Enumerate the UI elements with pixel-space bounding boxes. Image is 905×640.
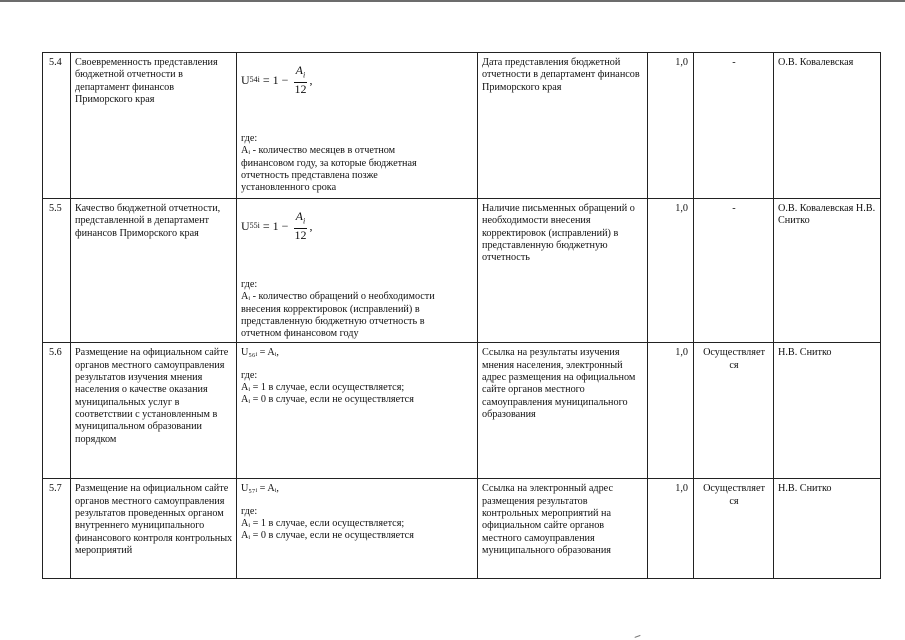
formula-numerator: A bbox=[295, 209, 303, 224]
scan-top-edge bbox=[0, 0, 905, 2]
row-number: 5.4 bbox=[43, 53, 71, 199]
formula-cell bbox=[237, 343, 478, 479]
formula-numerator-sub: i bbox=[303, 70, 306, 80]
row-number: 5.6 bbox=[43, 343, 71, 479]
formula-cell bbox=[237, 53, 478, 199]
formula-text: U₅₆ᵢ = Aᵢ, bbox=[241, 347, 279, 359]
row-number: 5.7 bbox=[43, 479, 71, 579]
definition-line: Aᵢ = 1 в случае, если осуществляется; bbox=[241, 382, 405, 394]
formula-tail: , bbox=[309, 218, 313, 233]
indicator-name: Качество бюджетной отчетности, представленной в департамент финансов Приморского края bbox=[71, 199, 237, 343]
formula-numerator-sub: i bbox=[303, 216, 306, 226]
formula-numerator: A bbox=[295, 63, 303, 78]
where-label: где: bbox=[241, 279, 258, 290]
formula-text: U₅₇ᵢ = Aᵢ, bbox=[241, 483, 279, 495]
note-value: - bbox=[694, 53, 774, 199]
formula-fraction bbox=[292, 64, 308, 95]
definition-line: представленную бюджетную отчетность в bbox=[241, 315, 425, 327]
definition-line: установленного срока bbox=[241, 182, 337, 194]
formula-lhs-sub: 55i bbox=[249, 220, 260, 230]
definition-line: отчетном финансовом году bbox=[241, 328, 359, 340]
note-value: - bbox=[694, 199, 774, 343]
weight-value: 1,0 bbox=[648, 53, 694, 199]
data-source: Ссылка на электронный адрес размещения результатов контрольных мероприятий на официальном сайте органов местного самоуправления муниципального образования bbox=[478, 479, 648, 579]
definition-line: Aᵢ - количество обращений о необходимости bbox=[241, 291, 435, 303]
where-label: где: bbox=[241, 369, 258, 381]
note-value: Осуществляет ся bbox=[694, 343, 774, 479]
data-source: Наличие письменных обращений о необходимости внесения корректировок (исправлений) в представленную бюджетную отчетность bbox=[478, 199, 648, 343]
responsible-person: Н.В. Снитко bbox=[774, 343, 881, 479]
formula-cell bbox=[237, 479, 478, 579]
definition-line: отчетность представлена позже bbox=[241, 169, 378, 181]
data-source: Дата представления бюджетной отчетности в департамент финансов Приморского края bbox=[478, 53, 648, 199]
where-label: где: bbox=[241, 133, 258, 144]
table-row bbox=[43, 343, 881, 479]
formula-lhs: U bbox=[241, 72, 250, 87]
table-row bbox=[43, 479, 881, 579]
note-value: Осуществляет ся bbox=[694, 479, 774, 579]
indicator-name: Своевременность представления бюджетной отчетности в департамент финансов Приморского края bbox=[71, 53, 237, 199]
definition-line: Aᵢ = 1 в случае, если осуществляется; bbox=[241, 518, 405, 530]
formula-denominator: 12 bbox=[294, 81, 307, 96]
definition-line: Aᵢ = 0 в случае, если не осуществляется bbox=[241, 394, 414, 406]
table-row bbox=[43, 53, 881, 199]
definition-line: Aᵢ - количество месяцев в отчетном bbox=[241, 145, 396, 157]
row-number: 5.5 bbox=[43, 199, 71, 343]
weight-value: 1,0 bbox=[648, 343, 694, 479]
formula-tail: , bbox=[309, 72, 313, 87]
formula-cell bbox=[237, 199, 478, 343]
formula-eq: = 1 − bbox=[262, 218, 289, 233]
formula bbox=[241, 63, 474, 97]
indicators-table bbox=[42, 52, 881, 579]
indicator-name: Размещение на официальном сайте органов местного самоуправления результатов проведенных органом внутреннего муниципального финансового контроля контрольных мероприятий bbox=[71, 479, 237, 579]
formula-fraction bbox=[292, 210, 308, 241]
definition-line: Aᵢ = 0 в случае, если не осуществляется bbox=[241, 530, 414, 542]
weight-value: 1,0 bbox=[648, 199, 694, 343]
table-row bbox=[43, 199, 881, 343]
data-source: Ссылка на результаты изучения мнения населения, электронный адрес размещения на официальном сайте органов местного самоуправления муниципального образования bbox=[478, 343, 648, 479]
definition-line: финансовом году, за которые бюджетная bbox=[241, 157, 417, 169]
formula-eq: = 1 − bbox=[262, 72, 289, 87]
definition-line: внесения корректировок (исправлений) в bbox=[241, 303, 420, 315]
responsible-person: О.В. Ковалевская bbox=[774, 53, 881, 199]
responsible-person: Н.В. Снитко bbox=[774, 479, 881, 579]
scan-artifact bbox=[633, 632, 640, 638]
formula-denominator: 12 bbox=[294, 227, 307, 242]
responsible-person: О.В. Ковалевская Н.В. Снитко bbox=[774, 199, 881, 343]
formula bbox=[241, 209, 474, 243]
weight-value: 1,0 bbox=[648, 479, 694, 579]
indicator-name: Размещение на официальном сайте органов местного самоуправления результатов изучения мнения населения о качестве оказания муниципальных услуг в соответствии с установленным в муниципальном образовании порядком bbox=[71, 343, 237, 479]
formula-lhs: U bbox=[241, 218, 250, 233]
formula-lhs-sub: 54i bbox=[249, 74, 260, 84]
where-label: где: bbox=[241, 505, 258, 517]
